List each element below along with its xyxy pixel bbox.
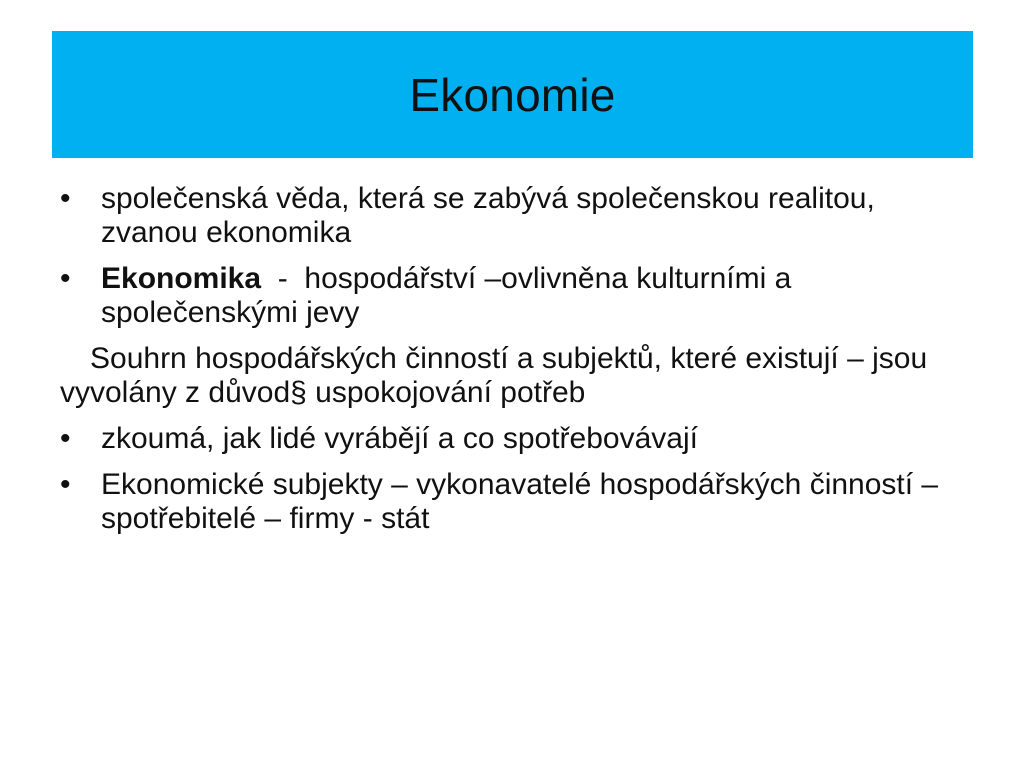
bullet-item-1 (60, 182, 975, 250)
title-bar (52, 31, 973, 158)
bullet-icon: • (60, 182, 71, 215)
bullet-text-4: Ekonomické subjekty – vykonavatelé hospodářských činností –spotřebitelé – firmy - stát (101, 468, 939, 535)
bullet-item-3 (60, 422, 975, 456)
bullet-item-4 (60, 468, 975, 536)
bullet-text-3: zkoumá, jak lidé vyrábějí a co spotřebovávají (101, 422, 698, 455)
bullet-bold-term: Ekonomika (101, 262, 262, 295)
bullet-item-2 (60, 262, 975, 330)
paragraph-text: Souhrn hospodářských činností a subjektů, které existují – jsou vyvolány z důvod§ uspokojování potřeb (60, 342, 928, 409)
slide-title: Ekonomie (409, 68, 616, 121)
bullet-text-2: - hospodářství –ovlivněna kulturními a společenskými jevy (101, 262, 800, 329)
bullet-icon: • (60, 262, 71, 295)
bullet-text-1: společenská věda, která se zabývá společenskou realitou, zvanou ekonomika (101, 182, 875, 249)
slide-content (60, 182, 975, 548)
bullet-icon: • (60, 422, 71, 455)
bullet-icon: • (60, 468, 71, 501)
